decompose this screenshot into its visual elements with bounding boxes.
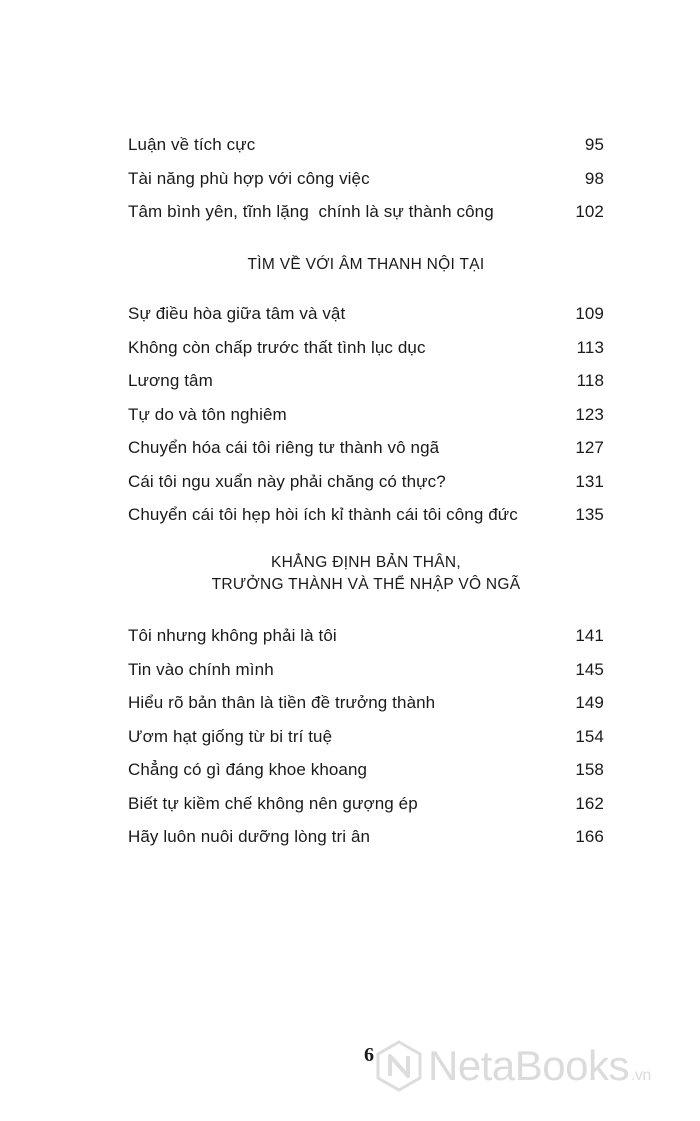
watermark-text (428, 1042, 651, 1090)
entry-page: 166 (575, 827, 604, 846)
entry-page: 162 (575, 793, 604, 813)
entry-title: Tự do và tôn nghiêm (128, 404, 287, 424)
entry-page: 141 (575, 626, 604, 645)
toc-entry (128, 398, 604, 432)
entry-title: Ươm hạt giống từ bi trí tuệ (128, 726, 333, 746)
page-number: 6 (364, 1044, 374, 1066)
toc-entry (128, 465, 604, 499)
toc-entry (128, 753, 604, 787)
watermark-brand: NetaBooks (428, 1042, 629, 1089)
entry-title: Hiểu rõ bản thân là tiền đề trưởng thành (128, 693, 436, 712)
toc-entry (128, 653, 604, 687)
entry-page: 113 (576, 337, 604, 357)
entry-page: 127 (575, 438, 604, 457)
entry-title: Chẳng có gì đáng khoe khoang (128, 760, 368, 779)
section-heading-line: TRƯỞNG THÀNH VÀ THỂ NHẬP VÔ NGÃ (211, 576, 521, 593)
entry-title: Biết tự kiềm chế không nên gượng ép (128, 793, 418, 813)
watermark-domain: .vn (630, 1067, 651, 1084)
entry-page: 109 (575, 304, 604, 323)
entry-page: 145 (575, 659, 604, 679)
entry-title: Tôi nhưng không phải là tôi (128, 626, 337, 645)
entry-page: 98 (584, 168, 604, 188)
entry-title: Cái tôi ngu xuẩn này phải chăng có thực? (128, 471, 446, 491)
toc-entry (128, 195, 604, 229)
entry-title: Không còn chấp trước thất tình lục dục (128, 337, 426, 357)
section-heading (128, 254, 604, 276)
entry-page: 154 (575, 726, 604, 746)
entry-page: 135 (575, 505, 604, 524)
entry-page: 118 (576, 371, 604, 390)
section-heading-line: KHẲNG ĐỊNH BẢN THÂN, (270, 554, 462, 571)
entry-title: Hãy luôn nuôi dưỡng lòng tri ân (128, 827, 371, 846)
entry-title: Tâm bình yên, tĩnh lặng chính là sự thành công (128, 202, 494, 221)
toc-entry (128, 364, 604, 398)
section-heading-line: TÌM VỀ VỚI ÂM THANH NỘI TẠI (247, 256, 485, 273)
toc-entry (128, 162, 604, 196)
entry-page: 158 (575, 760, 604, 779)
entry-title: Tin vào chính mình (128, 659, 274, 679)
toc-section-1 (128, 128, 604, 229)
toc-entry (128, 297, 604, 331)
toc-entry (128, 720, 604, 754)
watermark (376, 1040, 651, 1092)
toc-entry (128, 619, 604, 653)
toc-entry (128, 431, 604, 465)
toc-section-3 (128, 619, 604, 854)
entry-title: Sự điều hòa giữa tâm và vật (128, 304, 346, 323)
toc-entry (128, 331, 604, 365)
toc-entry (128, 498, 604, 532)
section-heading (128, 552, 604, 596)
toc-entry (128, 686, 604, 720)
toc-section-2 (128, 297, 604, 532)
toc-entry (128, 787, 604, 821)
entry-title: Lương tâm (128, 371, 213, 390)
entry-title: Tài năng phù hợp với công việc (128, 168, 370, 188)
n-logo-icon (376, 1040, 422, 1092)
entry-title: Chuyển hóa cái tôi riêng tư thành vô ngã (128, 438, 440, 457)
toc-entry (128, 820, 604, 854)
toc-entry (128, 128, 604, 162)
entry-page: 102 (575, 202, 604, 221)
entry-page: 131 (575, 471, 604, 491)
entry-page: 149 (575, 693, 604, 712)
entry-title: Luận về tích cực (128, 135, 256, 154)
entry-title: Chuyển cái tôi hẹp hòi ích kỉ thành cái tôi công đức (128, 505, 518, 524)
entry-page: 95 (584, 135, 604, 154)
entry-page: 123 (575, 404, 604, 424)
